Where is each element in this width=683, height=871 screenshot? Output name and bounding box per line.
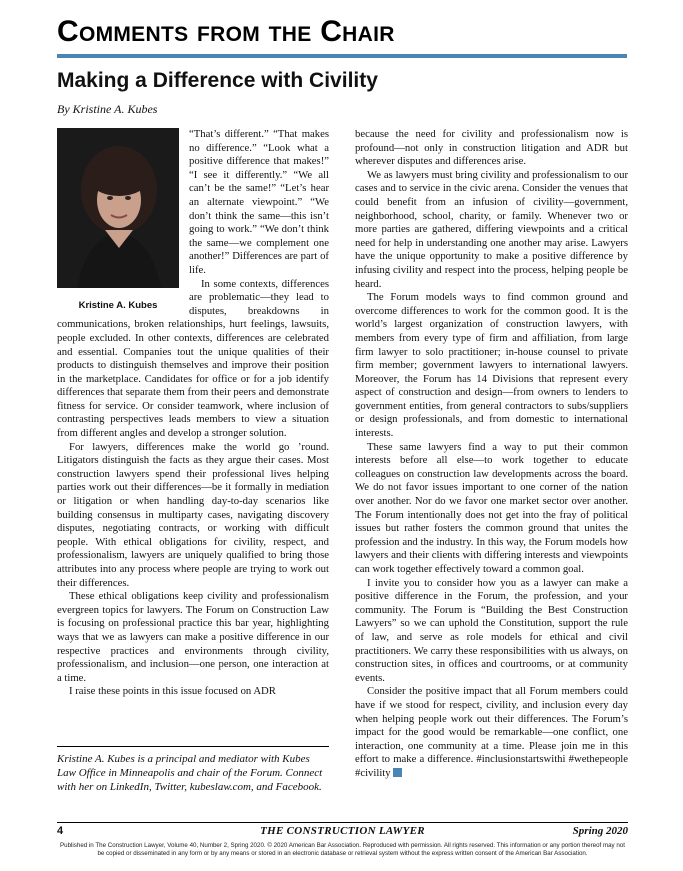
page-number: 4: [57, 825, 64, 837]
body-paragraph: “That’s different.” “That makes no difference.” “Look what a positive difference that makes!” “I see it differently.” “We all can’t be the same!” “Let’s hear an alternate viewpoint.” “We don’t think the same—this isn’t going to work.” “We don’t think the same—we complement one another!” Differences are part of life.: [189, 128, 329, 276]
body-paragraph: In some contexts, differences are problematic—they lead to disputes, breakdowns in communications, broken relationships, hurt feelings, lawsuits, people excluded. In other contexts, differences are celebrated and essential. Companies tout the unique qualities of their products to distinguish themselves and improve their position in the marketplace. Candidates for office or for a job identify differences that separate them from their peers and demonstrate fitness for service. Or consider teamwork, where inclusion of contrasting perspectives leads members to view a situation from different angles and develop a stronger solution.: [57, 277, 329, 440]
body-paragraph: because the need for civility and professionalism now is profound—not only in construction litigation and ADR but wherever disputes and differences arise.: [355, 128, 628, 168]
right-column: [355, 128, 628, 781]
body-paragraph: I raise these points in this issue focused on ADR: [69, 685, 276, 698]
body-paragraph: For lawyers, differences make the world go ’round. Litigators distinguish the facts as they argue their cases. Most construction lawyers spend their professional lives helping parties work out their differences—be it formally in mediation or litigation or when handling day-to-day scenarios like building consensus in multiparty cases, navigating discovery disputes, negotiating contracts, or working with difficult people. With ethical obligations for civility, respect, and professionalism, lawyers are uniquely qualified to bring those attributes into any process where people are trying to work out their differences.: [57, 440, 329, 589]
body-paragraph: I invite you to consider how you as a lawyer can make a positive difference in the Forum, the profession, and your community. The Forum is “Building the Best Construction Lawyers” so we can uphold the Constitution, support the rule of law, and serve as role models for ethical and civil practitioners. We carry these responsibilities with us always, on construction sites, in offices and courtrooms, or at community events.: [355, 576, 628, 684]
author-bio: Kristine A. Kubes is a principal and mediator with Kubes Law Office in Minneapolis and chair of the Forum. Connect with her on LinkedIn, Twitter, kubeslaw.com, and Facebook.: [57, 753, 323, 793]
publication-name: THE CONSTRUCTION LAWYER: [260, 825, 425, 837]
share-icon[interactable]: [393, 768, 402, 777]
body-paragraph-last: [355, 685, 628, 780]
author-photo: [57, 128, 179, 288]
footer-divider: [57, 822, 628, 823]
body-paragraph: The Forum models ways to find common ground and overcome differences to work for the common good. It is the world’s largest organization of construction lawyers, with members from every type of firm and affiliation, from large firm lawyer to solo practitioner; in-house counsel to private firm member; government lawyers to international lawyers. Moreover, the Forum has 14 Divisions that represent every aspect of construction and design—from owners to lenders to government entities, from general contractors to subs/suppliers or design professionals, and from domestic to international interests.: [355, 291, 628, 440]
author-photo-box: [57, 128, 183, 316]
title-rule: [57, 54, 627, 58]
portrait-image: [57, 128, 179, 288]
left-column: [57, 128, 329, 699]
bio-divider: [57, 746, 329, 747]
issue-label: Spring 2020: [572, 825, 628, 837]
footer: [57, 825, 628, 841]
legal-notice: Published in The Construction Lawyer, Volume 40, Number 2, Spring 2020. © 2020 American Bar Association. Reproduced with permission. All rights reserved. This information or any portion thereof may not be copied or disseminated in any form or by any means or stored in an electronic database or retrieval system without the express written consent of the American Bar Association.: [60, 842, 625, 857]
closing-text: Consider the positive impact that all Forum members could have if we stood for respect, civility, and inclusion every day when helping people work out their differences. The Forum’s impact for the good would be remarkable—one conflict, one interaction, one community at a time. Please join me in this effort to make a difference. #inclusionstartswithi #wethepeople #civility: [355, 685, 628, 779]
body-paragraph: These same lawyers find a way to put their common interests before all else—to work together to educate colleagues on construction law developments across the board. We do not favor issues important to one corner of the nation over another. Nor do we favor one market sector over another. The Forum intentionally does not get into the fray of political issues but rather fosters the common ground that unites the profession and the industry. In this way, the Forum models how lawyers and their clients with differing interests and viewpoints can work together effectively toward a common goal.: [355, 440, 628, 575]
article-title: Making a Difference with Civility: [57, 69, 378, 92]
photo-caption: Kristine A. Kubes: [78, 300, 158, 311]
page-header: [57, 14, 627, 117]
byline: By Kristine A. Kubes: [57, 102, 158, 116]
body-paragraph: We as lawyers must bring civility and professionalism to our cases and to service in the civic arena. Consider the venues that could benefit from an infusion of civility—government, neighborhood, school, charity, or family. Whenever two or more parties are gathered, differing viewpoints and a critical need for help in understanding one another may arise. Lawyers have the unique opportunity to make a positive difference by infusing civility and respect into the process, helping people be heard.: [355, 168, 628, 290]
body-paragraph: These ethical obligations keep civility and professionalism evergreen topics for lawyers. The Forum on Construction Law is focusing on professional practice this bar year, highlighting ways that we as lawyers can make a positive difference in our respective practices and environments through civility, professionalism, and inclusion—one person, one interaction at a time.: [57, 590, 329, 684]
section-title: Comments from the Chair: [57, 15, 395, 48]
